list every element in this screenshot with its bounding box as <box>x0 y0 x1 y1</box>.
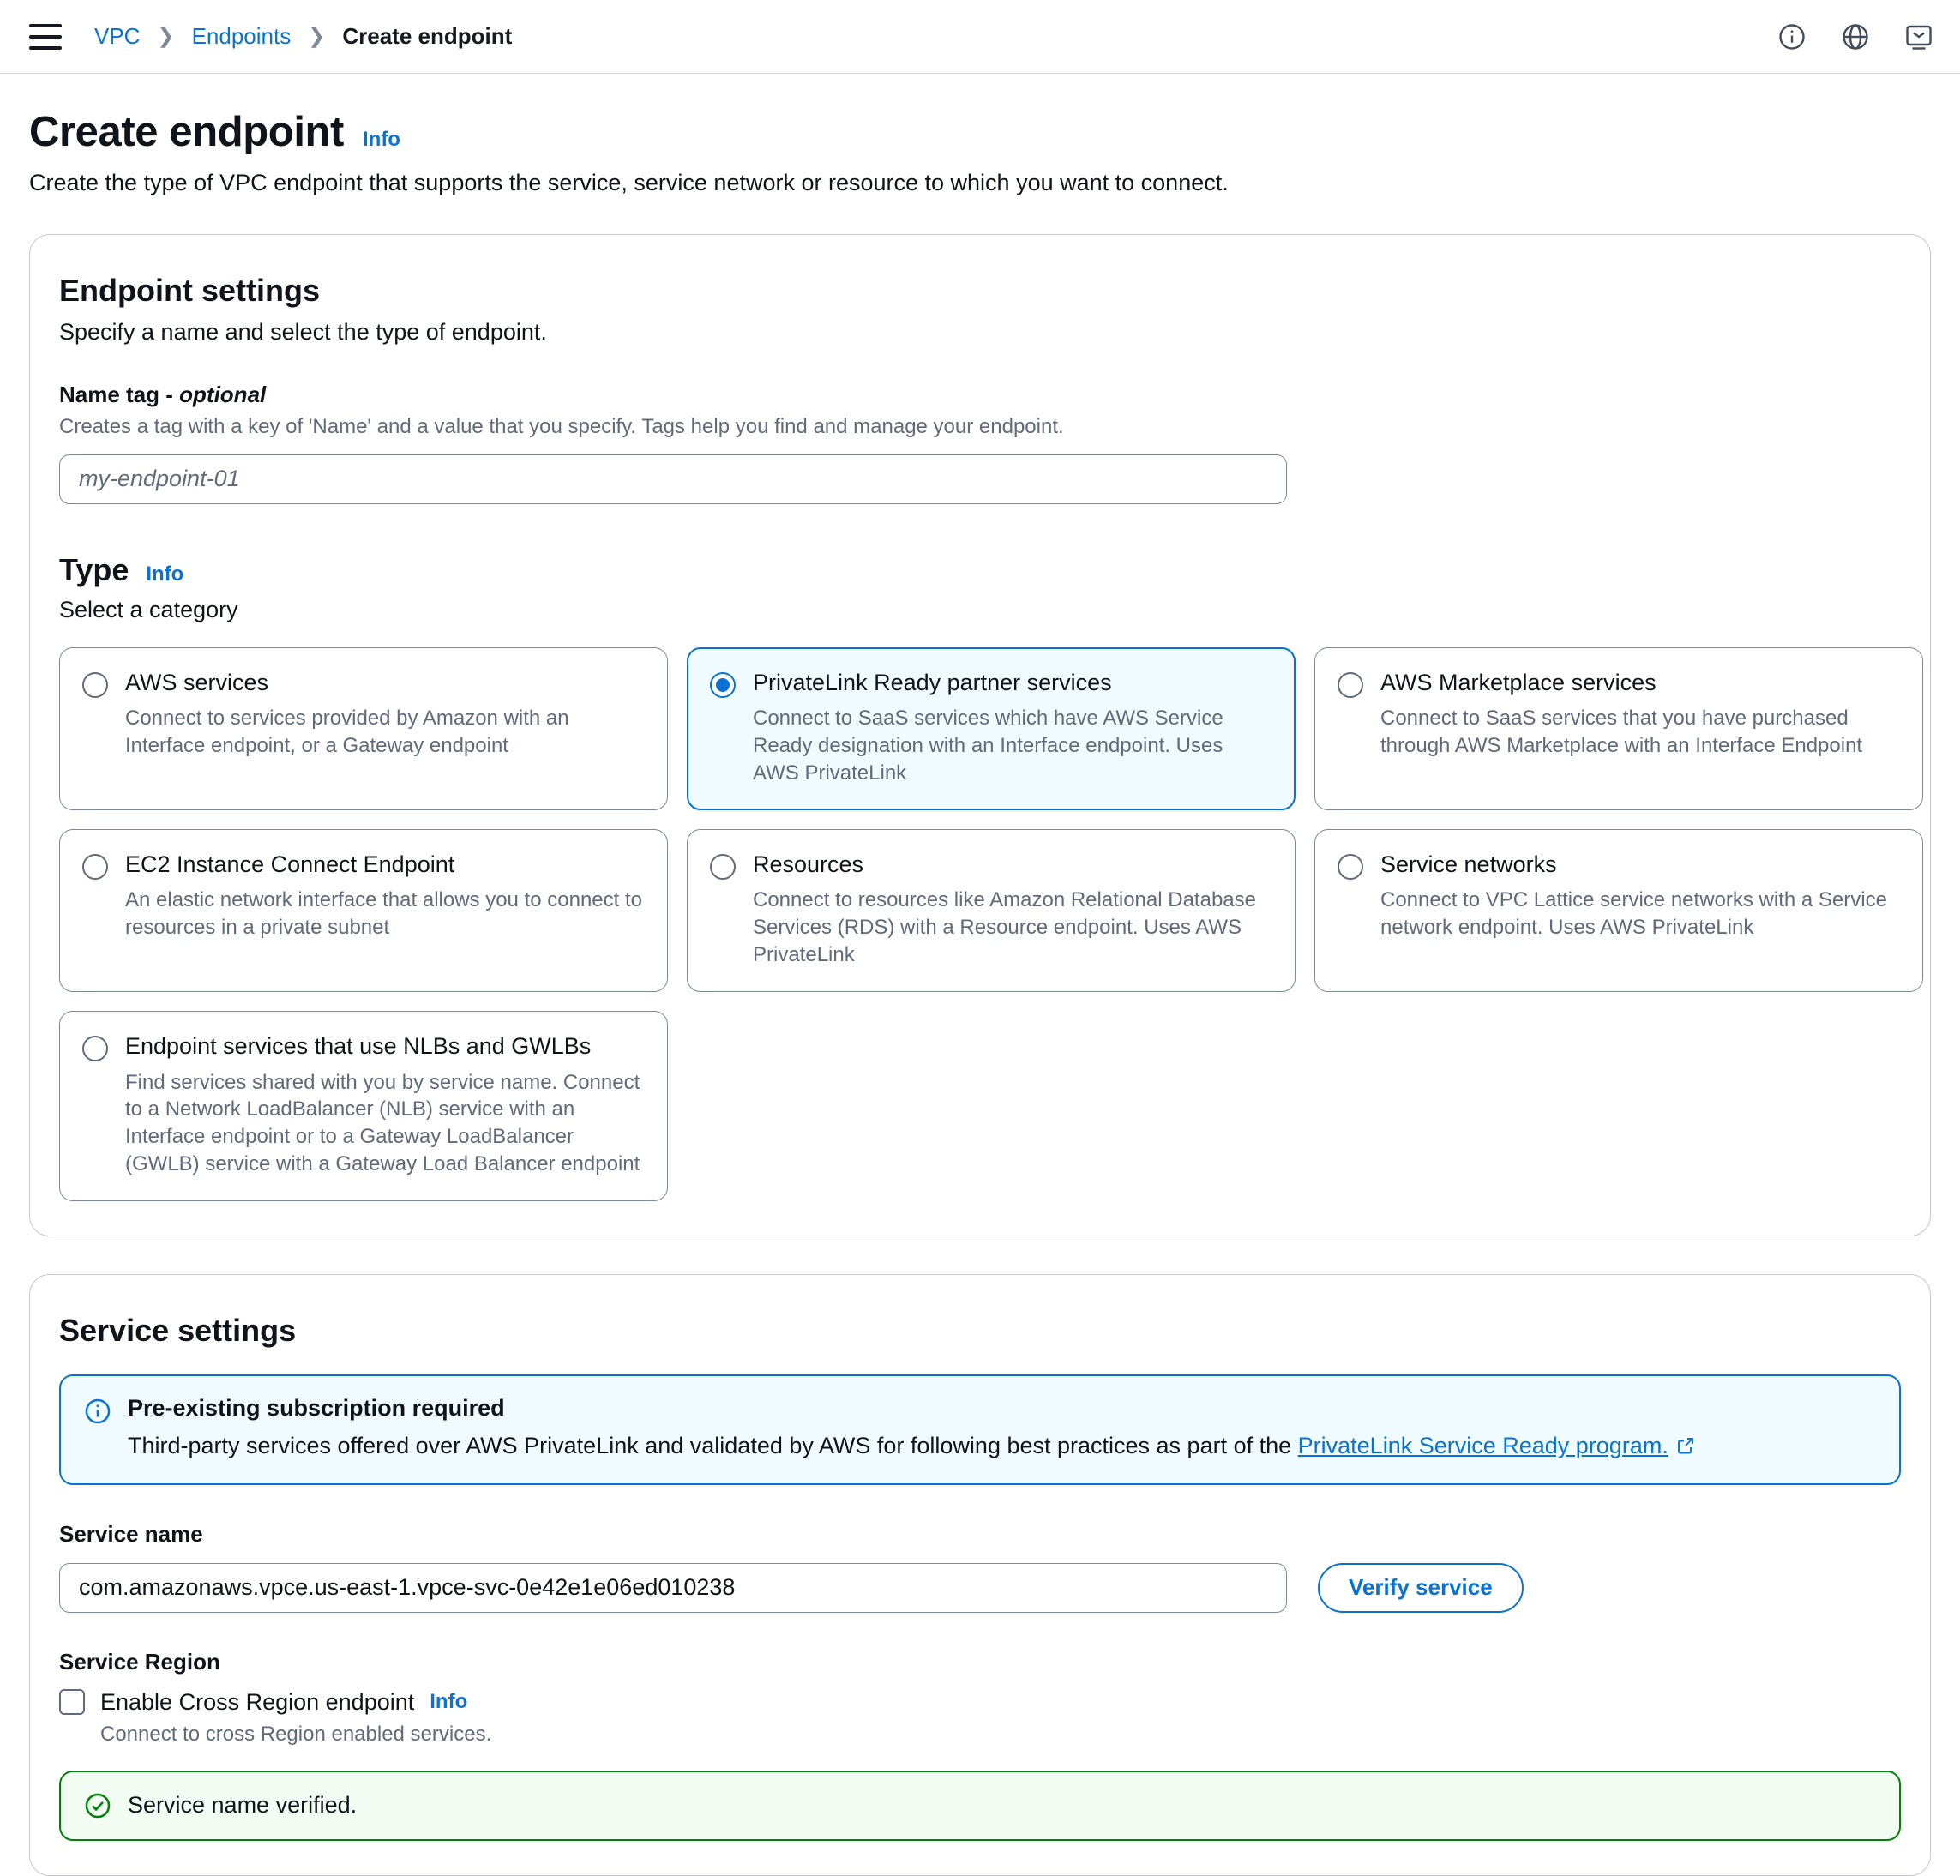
type-option-privatelink-ready-partner-services[interactable] <box>687 647 1296 810</box>
service-settings-heading: Service settings <box>59 1313 297 1349</box>
type-option-title: EC2 Instance Connect Endpoint <box>125 851 455 877</box>
radio-icon-selected[interactable] <box>710 672 736 698</box>
type-option-grid <box>59 647 1901 1201</box>
external-link-icon <box>1675 1433 1696 1464</box>
type-option-description: Connect to VPC Lattice service networks with a Service network endpoint. Uses AWS PrivateLink <box>1380 888 1887 940</box>
name-tag-input[interactable] <box>59 454 1287 504</box>
topbar-icon-group <box>1777 21 1934 52</box>
service-name-label: Service name <box>59 1520 203 1547</box>
privatelink-service-ready-program-link[interactable]: PrivateLink Service Ready program. <box>1297 1433 1668 1459</box>
chevron-right-icon: ❯ <box>157 25 175 48</box>
radio-icon[interactable] <box>1338 672 1363 698</box>
name-tag-description: Creates a tag with a key of 'Name' and a value that you specify. Tags help you find and manage your endpoint. <box>59 414 1064 438</box>
type-heading: Type <box>59 551 129 587</box>
radio-icon[interactable] <box>1338 854 1363 880</box>
name-tag-label <box>59 382 1901 408</box>
radio-icon[interactable] <box>710 854 736 880</box>
name-tag-field <box>59 382 1901 504</box>
service-region-field <box>59 1649 1901 1747</box>
type-option-body <box>753 851 1272 969</box>
type-heading-row <box>59 552 1901 588</box>
page-title: Create endpoint <box>29 109 344 155</box>
service-region-label: Service Region <box>59 1648 220 1675</box>
alert-text-body: Third-party services offered over AWS PrivateLink and validated by AWS for following best practices as part of the <box>128 1433 1298 1459</box>
status-text: Service name verified. <box>128 1792 358 1819</box>
type-option-service-networks[interactable] <box>1314 829 1923 992</box>
type-option-body <box>125 851 645 969</box>
service-name-row <box>59 1563 1901 1613</box>
type-option-title: Endpoint services that use NLBs and GWLBs <box>125 1033 592 1060</box>
type-option-description: An elastic network interface that allows you to connect to resources in a private subnet <box>125 888 642 940</box>
info-circle-icon <box>83 1397 112 1426</box>
breadcrumb <box>94 23 512 50</box>
type-option-description: Find services shared with you by service name. Connect to a Network LoadBalancer (NLB) service with an Interface endpoint or to a Gateway LoadBalancer (GWLB) service with a Gateway Load Balancer endpoint <box>125 1070 640 1176</box>
type-option-title: AWS Marketplace services <box>1380 669 1656 695</box>
endpoint-settings-subheading: Specify a name and select the type of endpoint. <box>59 318 547 345</box>
type-option-body <box>1380 669 1900 787</box>
type-option-body <box>125 669 645 787</box>
radio-icon[interactable] <box>82 1036 108 1061</box>
type-option-ec2-instance-connect-endpoint[interactable] <box>59 829 668 992</box>
endpoint-settings-card <box>29 234 1931 1236</box>
service-name-input[interactable] <box>59 1563 1287 1613</box>
type-option-body <box>1380 851 1900 969</box>
type-subheading: Select a category <box>59 596 238 622</box>
service-name-field <box>59 1521 1901 1613</box>
name-tag-label-optional: optional <box>179 381 267 407</box>
service-settings-card <box>29 1274 1931 1875</box>
type-option-description: Connect to SaaS services which have AWS Service Ready designation with an Interface endpoint. Uses AWS PrivateLink <box>753 707 1223 785</box>
verify-service-button[interactable]: Verify service <box>1318 1563 1524 1613</box>
alert-body <box>128 1395 1696 1464</box>
type-option-title: PrivateLink Ready partner services <box>753 669 1112 695</box>
globe-icon[interactable] <box>1840 21 1871 52</box>
type-option-title: AWS services <box>125 669 269 695</box>
type-option-endpoint-services-nlb-gwlb[interactable] <box>59 1011 668 1201</box>
alert-text <box>128 1430 1696 1464</box>
breadcrumb-item-endpoints[interactable]: Endpoints <box>191 23 292 49</box>
info-circle-icon[interactable] <box>1777 21 1807 52</box>
notifications-icon[interactable] <box>1903 21 1934 52</box>
check-circle-icon <box>83 1791 112 1820</box>
service-name-verified-status <box>59 1771 1901 1841</box>
type-option-title: Service networks <box>1380 851 1557 877</box>
cross-region-description: Connect to cross Region enabled services. <box>100 1722 492 1746</box>
hamburger-menu-icon[interactable] <box>29 24 62 50</box>
breadcrumb-item-vpc[interactable]: VPC <box>94 23 141 49</box>
cross-region-checkbox-row[interactable] <box>59 1689 1901 1716</box>
top-navigation-bar <box>0 0 1960 74</box>
type-option-aws-marketplace-services[interactable] <box>1314 647 1923 810</box>
chevron-right-icon: ❯ <box>308 25 326 48</box>
type-info-link[interactable]: Info <box>146 562 184 586</box>
page-content <box>0 74 1960 1876</box>
type-option-title: Resources <box>753 851 864 877</box>
type-option-description: Connect to resources like Amazon Relational Database Services (RDS) with a Resource endpoint. Uses AWS PrivateLink <box>753 888 1256 967</box>
name-tag-label-text: Name tag - <box>59 381 180 407</box>
page-title-info-link[interactable]: Info <box>362 128 400 151</box>
page-title-row <box>29 110 1931 156</box>
type-option-body <box>753 669 1272 787</box>
type-option-description: Connect to services provided by Amazon with an Interface endpoint, or a Gateway endpoint <box>125 707 569 758</box>
breadcrumb-item-current: Create endpoint <box>342 23 513 49</box>
type-option-resources[interactable] <box>687 829 1296 992</box>
endpoint-settings-heading: Endpoint settings <box>59 272 320 308</box>
radio-icon[interactable] <box>82 672 108 698</box>
type-option-description: Connect to SaaS services that you have purchased through AWS Marketplace with an Interface Endpoint <box>1380 707 1863 758</box>
type-option-aws-services[interactable] <box>59 647 668 810</box>
subscription-required-alert <box>59 1374 1901 1484</box>
page-description: Create the type of VPC endpoint that supports the service, service network or resource to which you want to connect. <box>29 169 1229 195</box>
alert-title: Pre-existing subscription required <box>128 1395 505 1422</box>
cross-region-info-link[interactable]: Info <box>430 1690 468 1714</box>
cross-region-checkbox-label: Enable Cross Region endpoint <box>100 1688 415 1715</box>
type-option-body <box>125 1032 645 1178</box>
radio-icon[interactable] <box>82 854 108 880</box>
checkbox-icon[interactable] <box>59 1689 85 1715</box>
